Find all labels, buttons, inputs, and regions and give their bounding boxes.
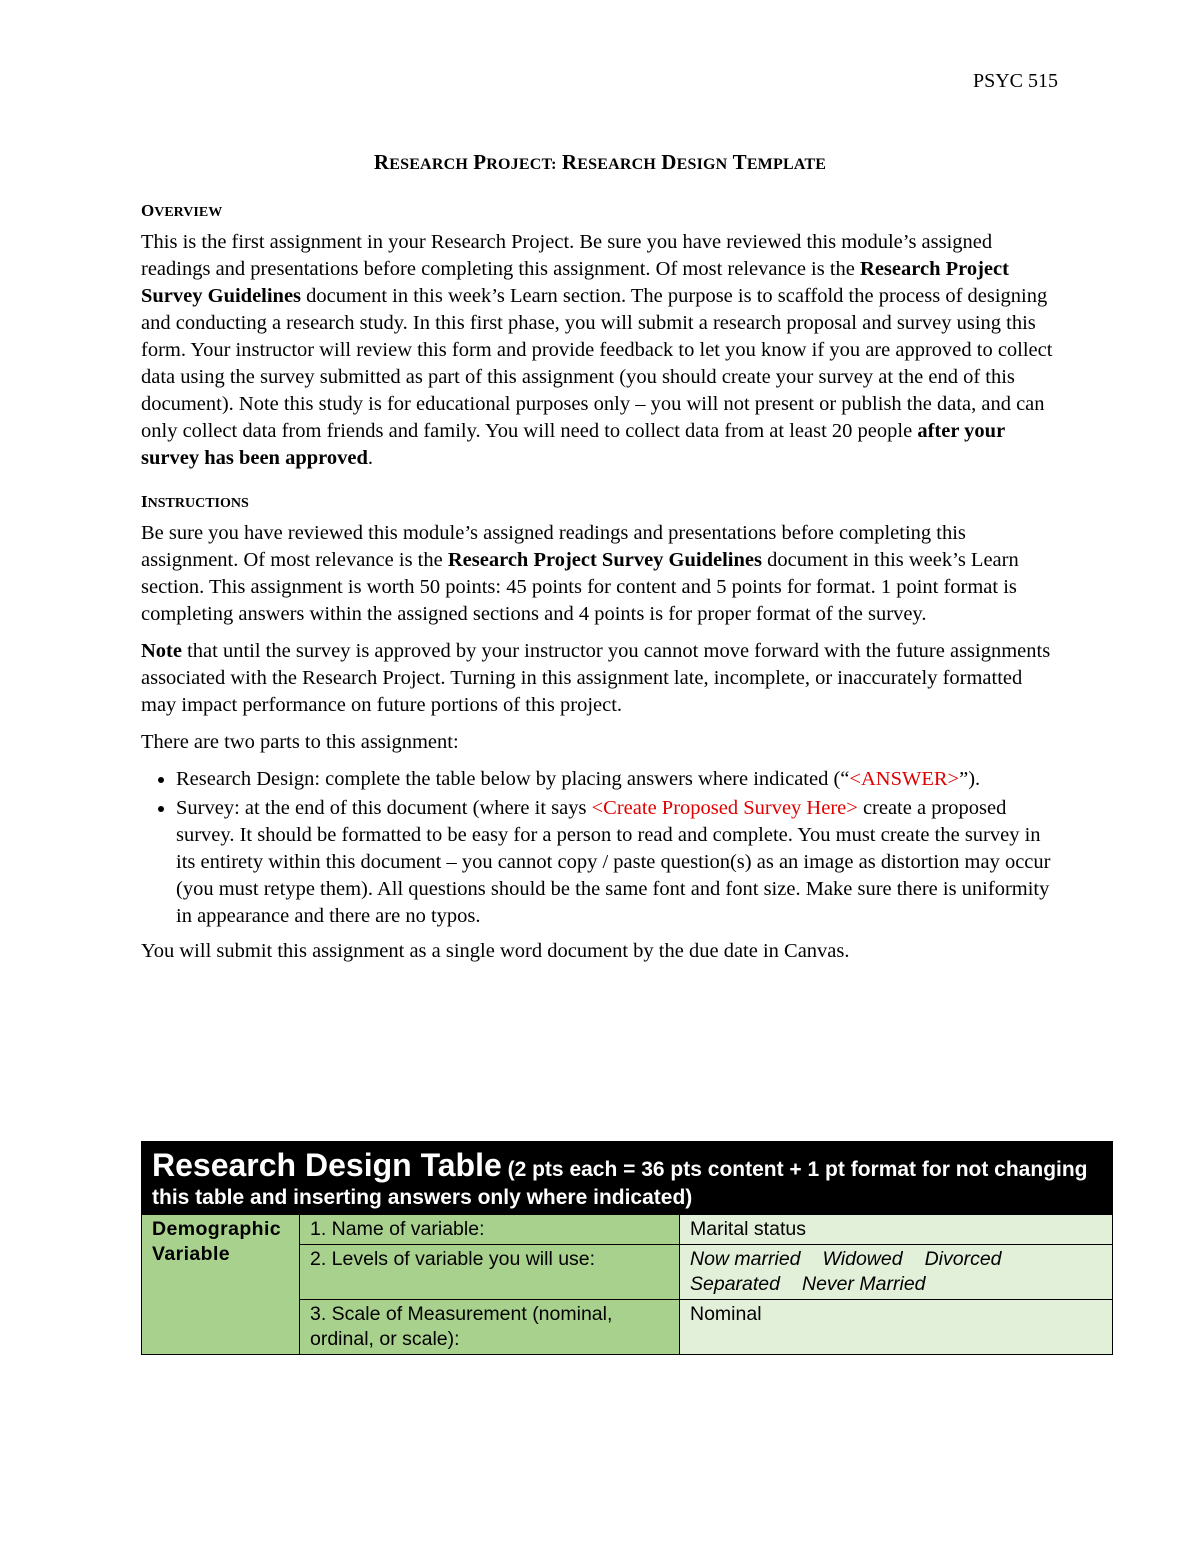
table-header-row [142, 1142, 1113, 1215]
overview-heading: OVERVIEW [141, 201, 223, 220]
document-body [141, 150, 1059, 975]
question-cell: 2. Levels of variable you will use: [300, 1245, 680, 1300]
question-cell: 1. Name of variable: [300, 1215, 680, 1245]
question-cell: 3. Scale of Measurement (nominal, ordinal, or scale): [300, 1300, 680, 1355]
list-item: • Survey: at the end of this document (where it says <Create Proposed Survey Here> create a proposed survey. It should be formatted to be easy for a person to read and complete. You must create the survey in its entirety within this document – you cannot copy / paste question(s) as an image as distortion may occur (you must retype them). All questions should be the same font and font size. Make sure there is uniformity in appearance and there are no typos. [176, 795, 1059, 930]
demographic-variable-label: Demographic Variable [142, 1215, 300, 1355]
list-item: • Research Design: complete the table below by placing answers where indicated (“<ANSWER>”). [176, 766, 1059, 793]
answer-cell[interactable]: Marital status [680, 1215, 1113, 1245]
answer-cell[interactable]: Now married Widowed Divorced Separated Never Married [680, 1245, 1113, 1300]
table-title: Research Design Table (2 pts each = 36 pts content + 1 pt format for not changing this table and inserting answers only where indicated) [142, 1142, 1113, 1215]
document-title: RESEARCH PROJECT: RESEARCH DESIGN TEMPLATE [373, 150, 827, 174]
instructions-heading: INSTRUCTIONS [141, 492, 249, 511]
research-design-table [141, 1141, 1113, 1355]
instructions-paragraph-3: There are two parts to this assignment: [141, 731, 459, 753]
answer-cell[interactable]: Nominal [680, 1300, 1113, 1355]
course-code: PSYC 515 [972, 70, 1058, 92]
overview-paragraph: This is the first assignment in your Research Project. Be sure you have reviewed this module’s assigned readings and presentations before completing this assignment. Of most relevance is the Research Project Survey Guidelines document in this week’s Learn section. The purpose is to scaffold the process of designing and conducting a research study. In this first phase, you will submit a research proposal and survey using this form. Your instructor will review this form and provide feedback to let you know if you are approved to collect data using the survey submitted as part of this assignment (you should create your survey at the end of this document). Note this study is for educational purposes only – you will not present or publish the data, and can only collect data from friends and family. You will need to collect data from at least 20 people after your survey has been approved. [141, 231, 1053, 469]
table-row [142, 1215, 1113, 1245]
instructions-paragraph-1: Be sure you have reviewed this module’s assigned readings and presentations before completing this assignment. Of most relevance is the Research Project Survey Guidelines document in this week’s Learn section. This assignment is worth 50 points: 45 points for content and 5 points for format. 1 point format is completing answers within the assigned sections and 4 points is for proper format of the survey. [141, 522, 1019, 625]
instructions-paragraph-4: You will submit this assignment as a single word document by the due date in Canvas. [141, 940, 850, 962]
instructions-paragraph-2: Note that until the survey is approved by your instructor you cannot move forward with the future assignments associated with the Research Project. Turning in this assignment late, incomplete, or inaccurately formatted may impact performance on future portions of this project. [141, 640, 1051, 716]
assignment-parts-list [141, 766, 1059, 930]
